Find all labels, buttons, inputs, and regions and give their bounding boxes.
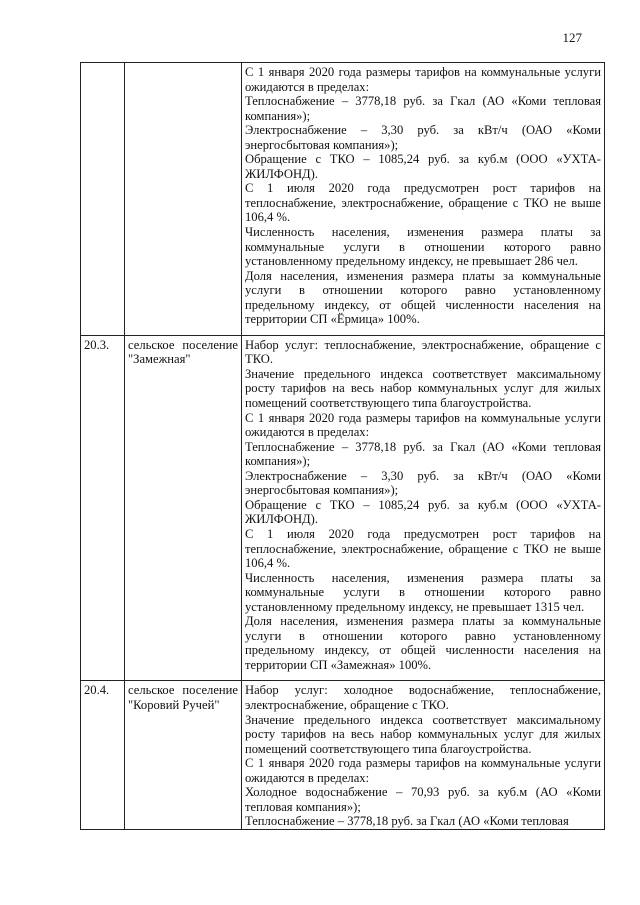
description-cell (242, 63, 605, 336)
paragraph: Обращение с ТКО – 1085,24 руб. за куб.м (ООО «УХТА-ЖИЛФОНД). (245, 497, 601, 527)
description-cell (242, 681, 605, 829)
table-row (81, 63, 605, 336)
paragraph: Электроснабжение – 3,30 руб. за кВт/ч (ОАО «Коми энергосбытовая компания»); (245, 468, 601, 498)
paragraph: Значение предельного индекса соответствует максимальному росту тарифов на весь набор коммунальных услуг для жилых помещений соответствующего типа благоустройства. (245, 712, 601, 756)
paragraph: Теплоснабжение – 3778,18 руб. за Гкал (АО «Коми тепловая (245, 814, 569, 829)
paragraph: С 1 июля 2020 года предусмотрен рост тарифов на теплоснабжение, электроснабжение, обращение с ТКО не выше 106,4 %. (245, 526, 601, 571)
paragraph: Доля населения, изменения размера платы за коммунальные услуги в отношении которого равно установленному предельному индексу, от общей численности населения на территории СП «Замежная» 100%. (245, 614, 601, 672)
row-number-cell: 20.3. (81, 335, 125, 681)
description-cell (242, 335, 605, 681)
paragraph: Электроснабжение – 3,30 руб. за кВт/ч (ОАО «Коми энергосбытовая компания»); (245, 123, 601, 152)
settlement-name-cell (125, 63, 242, 336)
paragraph: Набор услуг: теплоснабжение, электроснабжение, обращение с ТКО. (245, 337, 601, 367)
row-number-cell (81, 63, 125, 336)
paragraph: Численность населения, изменения размера платы за коммунальные услуги в отношении которого равно установленному предельному индексу, не превышает 1315 чел. (245, 570, 601, 614)
paragraph: С 1 января 2020 года размеры тарифов на коммунальные услуги ожидаются в пределах: (245, 410, 601, 440)
tariff-table (80, 62, 605, 830)
paragraph: С 1 июля 2020 года предусмотрен рост тарифов на теплоснабжение, электроснабжение, обращение с ТКО не выше 106,4 %. (245, 181, 601, 225)
paragraph: С 1 января 2020 года размеры тарифов на коммунальные услуги ожидаются в пределах: (245, 756, 601, 785)
settlement-name-cell: сельское поселение "Замежная" (125, 335, 242, 681)
paragraph: Набор услуг: холодное водоснабжение, теплоснабжение, электроснабжение, обращение с ТКО. (245, 683, 601, 712)
page-number: 127 (562, 30, 582, 45)
paragraph: Холодное водоснабжение – 70,93 руб. за куб.м (АО «Коми тепловая компания»); (245, 785, 601, 814)
settlement-name-cell: сельское поселение "Коровий Ручей" (125, 681, 242, 829)
row-number-cell: 20.4. (81, 681, 125, 829)
paragraph: Теплоснабжение – 3778,18 руб. за Гкал (АО «Коми тепловая компания»); (245, 439, 601, 469)
table-row (81, 335, 605, 681)
paragraph: С 1 января 2020 года размеры тарифов на коммунальные услуги ожидаются в пределах: (245, 65, 601, 94)
paragraph: Численность населения, изменения размера платы за коммунальные услуги в отношении которого равно установленному предельному индексу, не превышает 286 чел. (245, 225, 601, 269)
paragraph: Доля населения, изменения размера платы за коммунальные услуги в отношении которого равно установленному предельному индексу, от общей численности населения на территории СП «Ёрмица» 100%. (245, 268, 601, 327)
paragraph: Обращение с ТКО – 1085,24 руб. за куб.м (ООО «УХТА-ЖИЛФОНД). (245, 152, 601, 181)
paragraph: Значение предельного индекса соответствует максимальному росту тарифов на весь набор коммунальных услуг для жилых помещений соответствующего типа благоустройства. (245, 366, 601, 411)
table-row (81, 681, 605, 829)
paragraph: Теплоснабжение – 3778,18 руб. за Гкал (АО «Коми тепловая компания»); (245, 94, 601, 123)
